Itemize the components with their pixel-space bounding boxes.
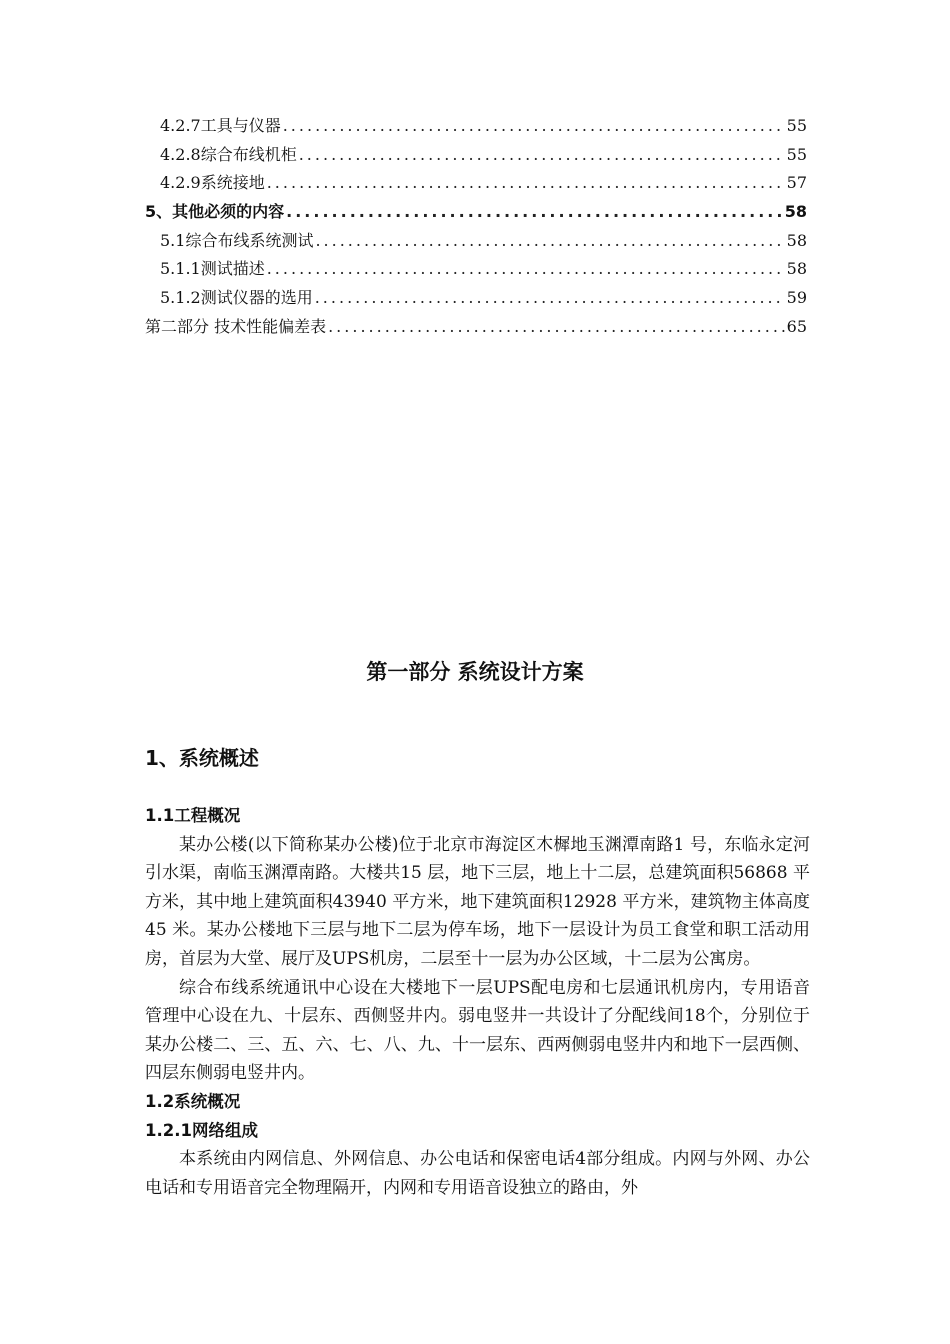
toc-entry-page: 55: [786, 116, 807, 135]
toc-entry-page: 65: [786, 316, 807, 336]
toc-entry-page: 57: [786, 173, 807, 193]
subsection-heading: 1.2系统概况: [145, 1091, 241, 1111]
toc-entry[interactable]: [145, 141, 807, 170]
toc-leader-dots: [299, 141, 785, 170]
subsubsection-heading: 1.2.1网络组成: [145, 1120, 258, 1140]
toc-entry-title: 4.2.7工具与仪器: [160, 116, 281, 135]
toc-entry[interactable]: [145, 255, 807, 284]
toc-entry[interactable]: [145, 313, 807, 342]
toc-entry-title: 5、其他必须的内容: [145, 202, 285, 222]
toc-leader-dots: [328, 313, 785, 342]
section-body: [145, 802, 810, 1202]
subsection-heading: 1.1工程概况: [145, 806, 241, 825]
toc-entry-title: 4.2.9系统接地: [160, 173, 265, 193]
toc-entry[interactable]: [145, 198, 807, 227]
toc-entry[interactable]: [145, 227, 807, 256]
toc-entry-page: 58: [784, 202, 807, 222]
toc-leader-dots: [315, 284, 785, 313]
part-title: 第一部分 系统设计方案: [366, 660, 584, 684]
toc-entry[interactable]: [145, 284, 807, 313]
paragraph: 综合布线系统通讯中心设在大楼地下一层UPS配电房和七层通讯机房内，专用语音管理中心设在九、十层东、西侧竖井内。弱电竖井一共设计了分配线间18个，分别位于某办公楼二、三、五、六、七、八、九、十一层东、西两侧弱电竖井内和地下一层西侧、四层东侧弱电竖井内。: [145, 977, 810, 1084]
paragraph: 某办公楼(以下简称某办公楼)位于北京市海淀区木樨地玉渊潭南路1 号，东临永定河引水渠，南临玉渊潭南路。大楼共15 层，地下三层，地上十二层，总建筑面积56868 平方米，其中地上建筑面积43940 平方米，地下建筑面积12928 平方米，建筑物主体高度45 米。某办公楼地下三层与地下二层为停车场，地下一层设计为员工食堂和职工活动用房，首层为大堂、展厅及UPS机房，二层至十一层为办公区域，十二层为公寓房。: [145, 834, 810, 969]
toc-entry-title: 5.1.2测试仪器的选用: [160, 288, 313, 308]
toc-entry-page: 58: [786, 230, 807, 250]
section-heading: 1、系统概述: [145, 746, 259, 770]
toc-leader-dots: [286, 198, 783, 227]
table-of-contents: [145, 112, 807, 342]
toc-entry-page: 58: [786, 259, 807, 279]
toc-entry[interactable]: [145, 112, 807, 141]
toc-leader-dots: [283, 112, 785, 141]
toc-entry-title: 4.2.8综合布线机柜: [160, 144, 297, 164]
toc-entry-title: 5.1综合布线系统测试: [160, 230, 314, 250]
toc-leader-dots: [267, 169, 785, 198]
toc-leader-dots: [315, 227, 784, 256]
toc-entry-title: 第二部分 技术性能偏差表: [145, 316, 327, 336]
toc-entry-title: 5.1.1测试描述: [160, 259, 265, 279]
toc-entry-page: 59: [786, 288, 807, 308]
toc-leader-dots: [267, 255, 785, 284]
toc-entry-page: 55: [786, 144, 807, 164]
toc-entry[interactable]: [145, 169, 807, 198]
paragraph: 本系统由内网信息、外网信息、办公电话和保密电话4部分组成。内网与外网、办公电话和专用语音完全物理隔开，内网和专用语音设独立的路由，外: [145, 1149, 810, 1198]
